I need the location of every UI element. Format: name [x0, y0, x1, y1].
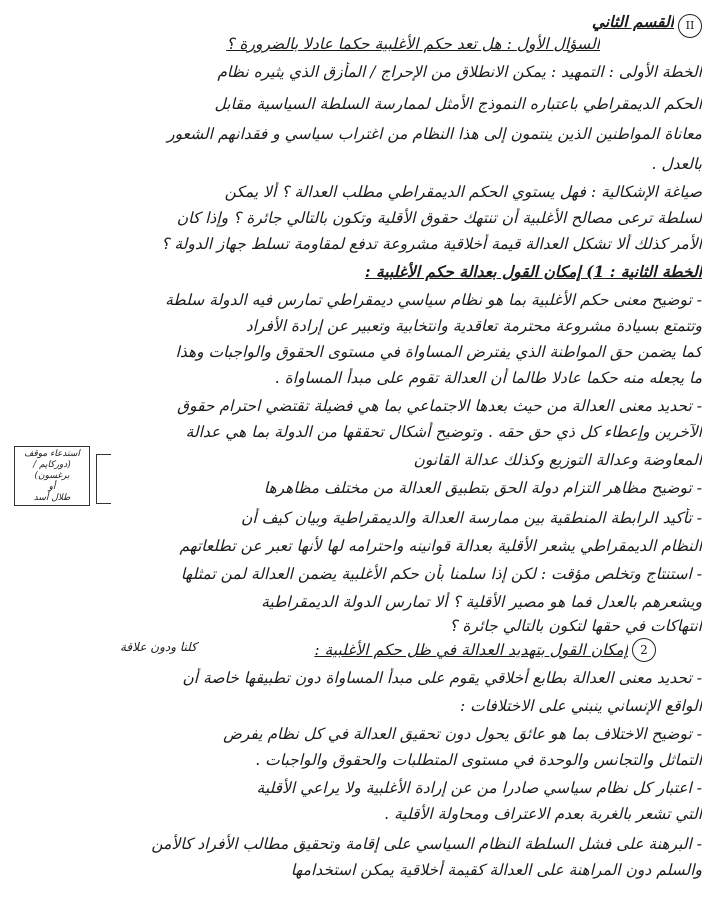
question-line: السؤال الأول : هل تعد حكم الأغلبية حكما عادلا بالضرورة ؟ [226, 35, 600, 53]
side-note-line: (دوركايم / برغسون) [33, 460, 71, 481]
side-note-line: أو [48, 482, 56, 492]
text-line: الخطة الأولى : التمهيد : يمكن الانطلاق من الإحراج / المأزق الذي يثيره نظام [217, 63, 702, 81]
text-line: الآخرين وإعطاء كل ذي حق حقه . وتوضيح أشكال تحققها من الدولة بما هي عدالة [185, 423, 702, 441]
text-line: - البرهنة على فشل السلطة النظام السياسي على إقامة وتحقيق مطالب الأفراد كالأمن [151, 835, 702, 853]
text-line: وتتمتع بسيادة مشروعة محترمة تعاقدية وانتخابية وتعبير عن إرادة الأفراد [245, 317, 702, 335]
text-line: والسلم دون المراهنة على العدالة كقيمة أخلاقية يمكن استخدامها [290, 861, 702, 879]
text-line: بالعدل . [651, 155, 702, 173]
text-line: انتهاكات في حقها لتكون بالتالي جائرة ؟ [449, 617, 702, 635]
text-line: - اعتبار كل نظام سياسي صادرا من عن إرادة الأغلبية ولا يراعي الأقلية [256, 779, 702, 797]
circled-number: 2 [632, 638, 656, 662]
side-note-line: طلال أسد [33, 493, 71, 503]
text-line: - تأكيد الرابطة المنطقية بين ممارسة العدالة والديمقراطية وبيان كيف أن [240, 509, 702, 527]
question-label: السؤال الأول [516, 35, 600, 53]
text-line: الحكم الديمقراطي باعتباره النموذج الأمثل لممارسة السلطة السياسية مقابل [214, 95, 702, 113]
side-note-box [14, 446, 90, 506]
text-line: - توضيح معنى حكم الأغلبية بما هو نظام سياسي ديمقراطي تمارس فيه الدولة سلطة [165, 291, 702, 309]
side-note-line: استدعاء موقف [24, 449, 80, 459]
plan-heading: الخطة الثانية : 1) إمكان القول بعدالة حكم الأغلبية : [364, 262, 702, 281]
bracket-mark [96, 454, 111, 504]
page-heading [12, 12, 674, 32]
text-line: - تحديد معنى العدالة بطابع أخلاقي يقوم على مبدأ المساواة دون تطبيقها خاصة أن [182, 669, 702, 687]
text-line: الواقع الإنساني ينبني على الاختلافات : [459, 697, 702, 715]
text-line: كما يضمن حق المواطنة الذي يفترض المساواة في مستوى الحقوق والواجبات وهذا [175, 343, 702, 361]
section-number-mark: II [678, 14, 702, 38]
text-line: لسلطة ترعى مصالح الأغلبية أن تنتهك حقوق الأقلية وتكون بالتالي جائرة ؟ وإذا كان [176, 209, 702, 227]
question-text: هل تعد حكم الأغلبية حكما عادلا بالضرورة ؟ [226, 35, 502, 53]
text-line: - توضيح مظاهر التزام دولة الحق بتطبيق العدالة من مختلف مظاهرها [263, 479, 702, 497]
text-line: التي تشعر بالغربة بعدم الاعتراف ومحاولة الأقلية . [384, 805, 702, 823]
text-line: المعاوضة وعدالة التوزيع وكذلك عدالة القانون [413, 451, 702, 469]
text-line: الأمر كذلك ألا تشكل العدالة قيمة أخلاقية مشروعة تدفع لمقاومة تسلط جهاز الدولة ؟ [161, 235, 702, 253]
text-line: صياغة الإشكالية : فهل يستوي الحكم الديمقراطي مطلب العدالة ؟ ألا يمكن [224, 183, 702, 201]
text-line: النظام الديمقراطي يشعر الأقلية بعدالة قوانينه واحترامه لها لأنها تعبر عن تطلعاتهم [179, 537, 702, 555]
part-title: القسم الثاني [591, 12, 674, 31]
text-line: ويشعرهم بالعدل فما هو مصير الأقلية ؟ ألا تمارس الدولة الديمقراطية [261, 593, 702, 611]
text-line: - استنتاج وتخلص مؤقت : لكن إذا سلمنا بأن حكم الأغلبية يضمن العدالة لمن تمثلها [180, 565, 702, 583]
text-line: ما يجعله منه حكما عادلا طالما أن العدالة تقوم على مبدأ المساواة . [274, 369, 702, 387]
text-line: - تحديد معنى العدالة من حيث بعدها الاجتماعي بما هي فضيلة تقتضي احترام حقوق [177, 397, 702, 415]
text-line: معاناة المواطنين الذين ينتمون إلى هذا النظام من اغتراب سياسي و فقدانهم الشعور [167, 125, 702, 143]
subsection-heading: إمكان القول بتهديد العدالة في ظل حكم الأغلبية : [314, 641, 628, 659]
margin-note: كلنا ودون علاقة [120, 640, 197, 654]
text-line: - توضيح الاختلاف بما هو عائق يحول دون تحقيق العدالة في كل نظام يفرض [223, 725, 702, 743]
text-line: التماثل والتجانس والوحدة في مستوى المتطلبات والحقوق والواجبات . [255, 751, 702, 769]
